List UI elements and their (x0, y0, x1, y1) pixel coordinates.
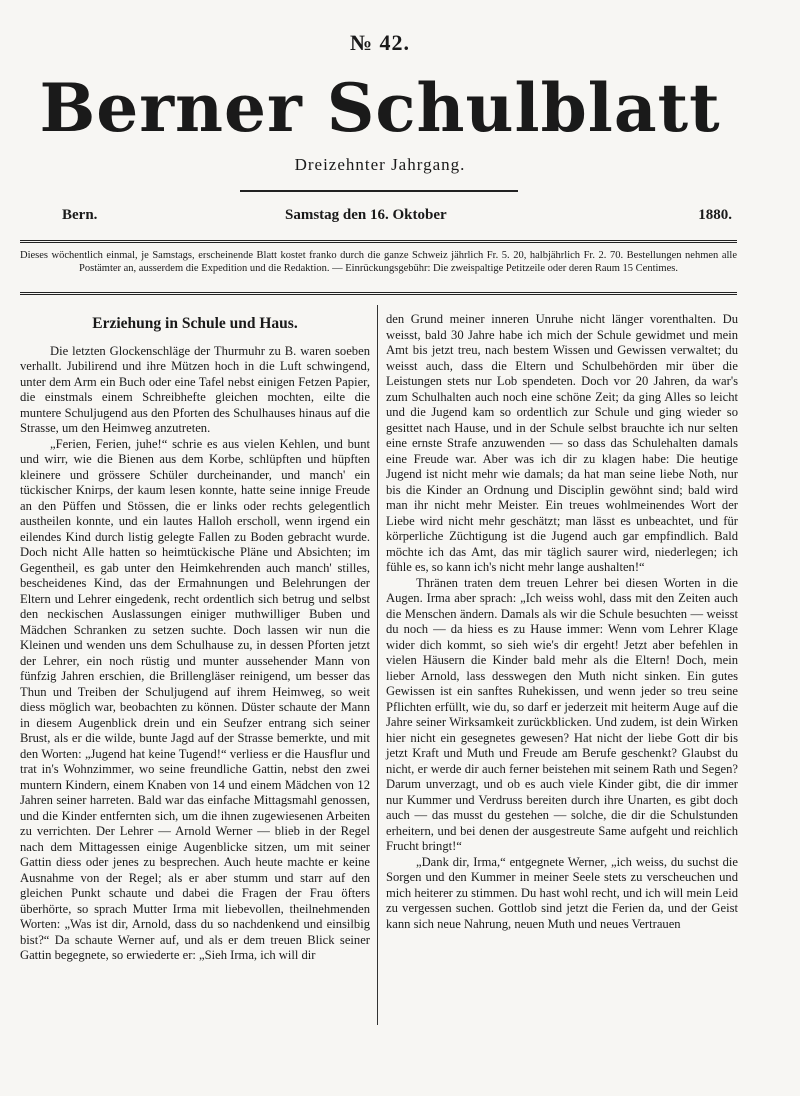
dateline-place: Bern. (62, 207, 98, 223)
issue-number: № 42. (349, 30, 411, 55)
bottom-double-rule (20, 292, 737, 295)
article-paragraph: „Ferien, Ferien, juhe!“ schrie es aus vielen Kehlen, und bunt und wirr, wie die Bienen aus dem Korbe, schlüpften und hüpften kleinere und grössere Schüler durcheinander, und manch' ein tückischer Knirps, der kaum lesen konnte, hatte seine innige Freude an den Püffen und Stössen, die er links oder rechts gelegentlich austheilen konnte, und ein lautes Halloh erscholl, wenn irgend ein eilendes Kind durch listig gelegte Fallen zu Boden gebracht wurde. Doch nicht Alle hatten so heimtückische Pläne und Absichten; im Gegentheil, es gab unter den Heimkehrenden auch manch' stilles, bescheidenes Kind, das der Ermahnungen und Belehrungen der Eltern und Lehrer eingedenk, recht ordentlich sich betrug und selbst den neckischen Auslassungen einiger muthwilliger Buben und Mädchen Schranken zu setzen suchte. Doch lassen wir nun die Kleinen und wenden uns dem Schulhause zu, in dessen Pforten jetzt der Lehrer, ein noch rüstig und munter aussehender Mann von fünfzig Jahren erschien, die Brillengläser reinigend, um besser das Thun und Treiben der Schuljugend auf ihrem Heimweg, so weit diess möglich war, beobachten zu können. Düster schaute der Mann in diesem Augenblick drein und ein Seufzer entrang sich seiner Brust, als er die wilde, bunte Jagd auf der Strasse bemerkte, und mit den Worten: „Jugend hat keine Tugend!“ verliess er die Hausflur und trat in's Wohnzimmer, wo seine freundliche Gattin, nebst den zwei muntern Kindern, einem Knaben von 14 und einem Mädchen von 12 Jahren seiner harreten. Bald war das einfache Mittagsmahl genossen, und die Kinder entfernten sich, um die ihnen zugewiesenen Arbeiten zu verrichten. Der Lehrer — Arnold Werner — blieb in der Regel nach dem Mittagessen einige Augenblicke sitzen, um mit seiner Gattin diess oder jenes zu besprechen. Auch heute machte er keine Ausnahme von der Regel; als er aber stumm und starr auf den gleichen Punkt schaute und dabei die Fragen der Frau öfters überhörte, so sprach Mutter Irma mit liebevollen, theilnehmenden Worten: „Was ist dir, Arnold, dass du so nachdenkend und einsilbig bist?“ Da schaute Werner auf, und als er dem treuen Blick seiner Gattin begegnete, so erwiederte er: „Sieh Irma, ich will dir (20, 436, 370, 962)
left-column (20, 312, 370, 964)
column-divider (377, 305, 378, 1025)
top-double-rule (20, 240, 737, 243)
dateline-date: Samstag den 16. Oktober (285, 207, 447, 223)
article-paragraph: Thränen traten dem treuen Lehrer bei diesen Worten in die Augen. Irma aber sprach: „Ich weiss wohl, dass mit den Zeiten auch die Menschen ändern. Damals als wir die Schule besuchten — weisst du noch — da hiess es zu Hause immer: Wenn vom Lehrer Klage wider dich kommt, so sieh wie's dir ergeht! Jetzt aber befehlen in vielen Häusern die Kinder bald mehr als die Eltern! Doch, mein lieber Arnold, lass desswegen den Muth nicht sinken. Ein gutes Gewissen ist ein sanftes Ruhekissen, und wenn jeder so treu seine Pflichten erfüllt, wie du, so darf er jederzeit mit heiterm Auge auf die Jahre seiner Wirksamkeit zurückblicken. Und zudem, ist dein Wirken hier nicht ein gesegnetes gewesen? Hat nicht der liebe Gott dir bis jetzt Kraft und Muth und Freude am Berufe geschenkt? Glaubst du nicht, er werde dir auch ferner beistehen mit seinem Rath und Segen? Darum unverzagt, und ob es auch viele Kinder gibt, die dir immer nur Kummer und Verdruss bereiten durch ihre Unarten, es gibt doch auch — das musst du gestehen — solche, die dir die Schulstunden erheitern, und bei denen der ausgestreute Same aufgeht und reichlich Frucht bringt!“ (386, 575, 738, 853)
right-column (386, 312, 738, 932)
volume-subtitle: Dreizehnter Jahrgang. (294, 155, 466, 174)
dateline (20, 207, 740, 231)
article-title: Erziehung in Schule und Haus. (92, 315, 298, 332)
article-paragraph: „Dank dir, Irma,“ entgegnete Werner, „ich weiss, du suchst die Sorgen und den Kummer in meiner Seele stets zu verscheuchen und mich heiterer zu stimmen. Du hast wohl recht, und ich will mein Leid zu vergessen suchen. Gottlob sind jetzt die Ferien da, und der Geist kann sich neue Nahrung, neuen Muth und neues Vertrauen (386, 854, 738, 931)
article-paragraph: Die letzten Glockenschläge der Thurmuhr zu B. waren soeben verhallt. Jubilirend und ihre Mützen hoch in die Luft schwingend, unter dem Arm ein Buch oder eine Tafel nebst einigen Fetzen Papier, die einstmals einem Schreibhefte gleichen mochten, eilte die muntere Schuljugend aus den Pforten des Schulhauses hinaus auf die Strasse, um den Heimweg anzutreten. (20, 343, 370, 435)
dateline-year: 1880. (698, 207, 732, 223)
article-paragraph: den Grund meiner inneren Unruhe nicht länger vorenthalten. Du weisst, bald 30 Jahre habe ich mich der Schule gewidmet und mein Amt bis jetzt treu, nach bestem Wissen und Gewissen verwaltet; du weisst auch, dass die Eltern und Schulbehörden mir über die Leistungen stets nur Lob spendeten. Doch vor 20 Jahren, da war's zum Schulhalten auch noch eine schöne Zeit; da ging Alles so leicht und die Jugend kam so ordentlich zur Schule und ging wieder so gesittet nach Hause, und in der Schule selbst brauchte ich nur selten eine ernste Strafe anzuwenden — so dass das Schulehalten damals eine Freude war. Aber was ich dir zu klagen habe: Die heutige Jugend ist nicht mehr wie damals; da hat man seine liebe Noth, nur bis die Kinder an Ordnung und Disciplin gewöhnt sind; bald wird man ihr nicht mehr Meister. Ein treues wohlmeinendes Wort der Liebe wird nicht mehr geschätzt; man lässt es unbeachtet, und für körperliche Züchtigung ist die Jugend auch gar empfindlich. Bald möchte ich das Amt, das mir täglich saurer wird, niederlegen; ich fühle es, so kann ich's nicht mehr lange aushalten!“ (386, 312, 738, 574)
masthead-title: Berner Schulblatt (39, 69, 721, 147)
header-divider (240, 190, 518, 192)
subscription-notice: Dieses wöchentlich einmal, je Samstags, erscheinende Blatt kostet franko durch die ganze Schweiz jährlich Fr. 5. 20, halbjährlich Fr. 2. 70. Bestellungen nehmen alle Postämter an, ausserdem die Expedition und die Redaktion. — Einrückungsgebühr: Die zweispaltige Petitzeile oder deren Raum 15 Centimes. (20, 250, 737, 274)
